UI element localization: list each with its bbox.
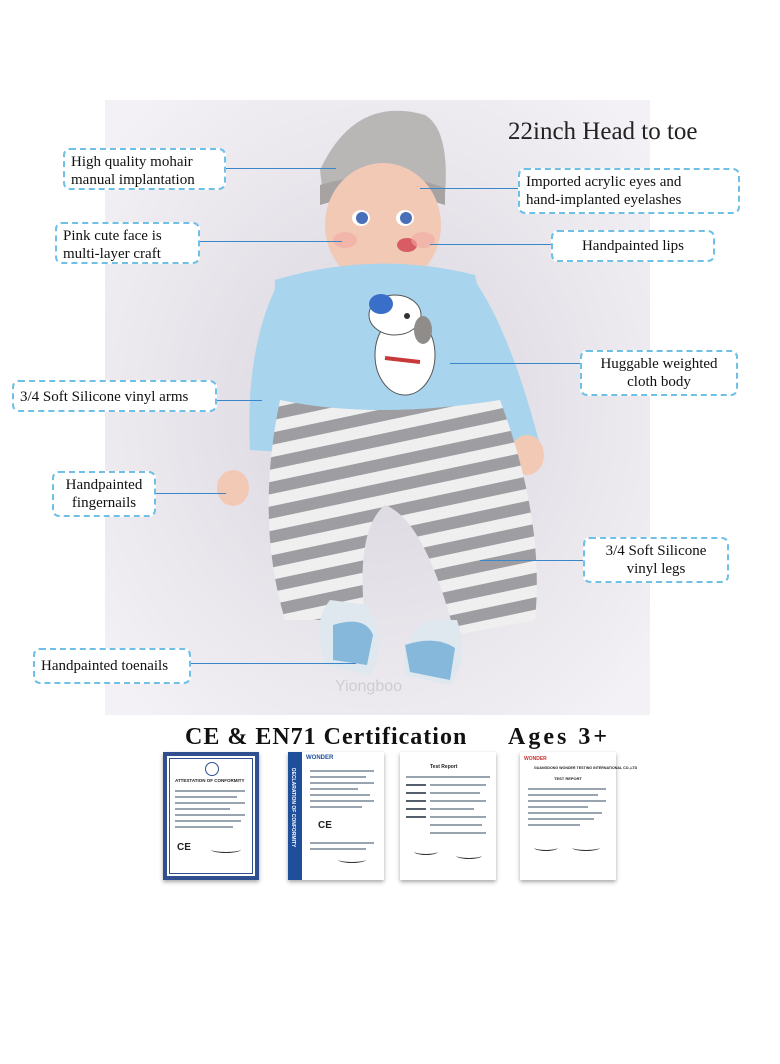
leader-line (156, 493, 226, 494)
callout-mohair-line2: manual implantation (71, 172, 195, 188)
callout-legs-line1: 3/4 Soft Silicone (605, 543, 707, 559)
callout-face (55, 222, 200, 264)
leader-line (200, 241, 342, 242)
callout-eyes-line1: Imported acrylic eyes and (526, 174, 682, 190)
callout-fingernails-line2: fingernails (71, 495, 137, 511)
certification-heading: CE & EN71 Certification (185, 724, 468, 750)
leader-line (217, 400, 262, 401)
certificate-heading: GUANGDONG WONDER TESTING INTERNATIONAL CO.,LTD (534, 766, 638, 770)
callout-face-line2: multi-layer craft (63, 246, 161, 262)
callout-toenails (33, 648, 191, 684)
callout-eyes (518, 168, 740, 214)
ce-mark: CE (318, 820, 332, 831)
callout-face-line1: Pink cute face is (63, 228, 162, 244)
left-hand (217, 470, 249, 506)
leader-line (191, 663, 356, 664)
callout-lips-line1: Handpainted lips (581, 238, 685, 254)
callout-toenails-line1: Handpainted toenails (41, 658, 169, 674)
callout-mohair-line1: High quality mohair (71, 154, 193, 170)
leader-line (450, 363, 580, 364)
callout-fingernails (52, 471, 156, 517)
certificate-wonder-testing (520, 752, 638, 880)
leader-line (480, 560, 583, 561)
certificate-attestation (163, 752, 259, 880)
certificate-subheading: TEST REPORT (554, 776, 583, 781)
callout-lips (551, 230, 715, 262)
brand-logo: WONDER (524, 756, 547, 762)
certificate-declaration (288, 752, 384, 880)
callout-arms (12, 380, 217, 412)
leader-line (226, 168, 336, 169)
seal-icon (205, 762, 219, 776)
callout-mohair (63, 148, 226, 190)
size-title: 22inch Head to toe (508, 118, 698, 145)
certificate-heading: Test Report (430, 764, 458, 770)
callout-legs (583, 537, 729, 583)
certificate-test-report (400, 752, 496, 880)
brand-logo: WONDER (306, 755, 334, 761)
callout-legs-line2: vinyl legs (626, 561, 686, 577)
callout-body (580, 350, 738, 396)
ce-mark: CE (177, 842, 191, 853)
leader-line (430, 244, 551, 245)
age-label: Ages 3+ (508, 724, 610, 750)
leader-line (420, 188, 518, 189)
watermark: Yiongboo (335, 678, 403, 695)
callout-fingernails-line1: Handpainted (65, 477, 143, 493)
callout-body-line2: cloth body (627, 374, 691, 390)
callout-eyes-line2: hand-implanted eyelashes (526, 192, 682, 208)
callout-arms-line1: 3/4 Soft Silicone vinyl arms (20, 389, 189, 405)
declaration-side-text: DECLARATION OF CONFORMITY (290, 768, 296, 848)
callout-body-line1: Huggable weighted (600, 356, 718, 372)
eye-icon (356, 212, 368, 224)
certificate-heading: ATTESTATION OF CONFORMITY (175, 778, 245, 783)
